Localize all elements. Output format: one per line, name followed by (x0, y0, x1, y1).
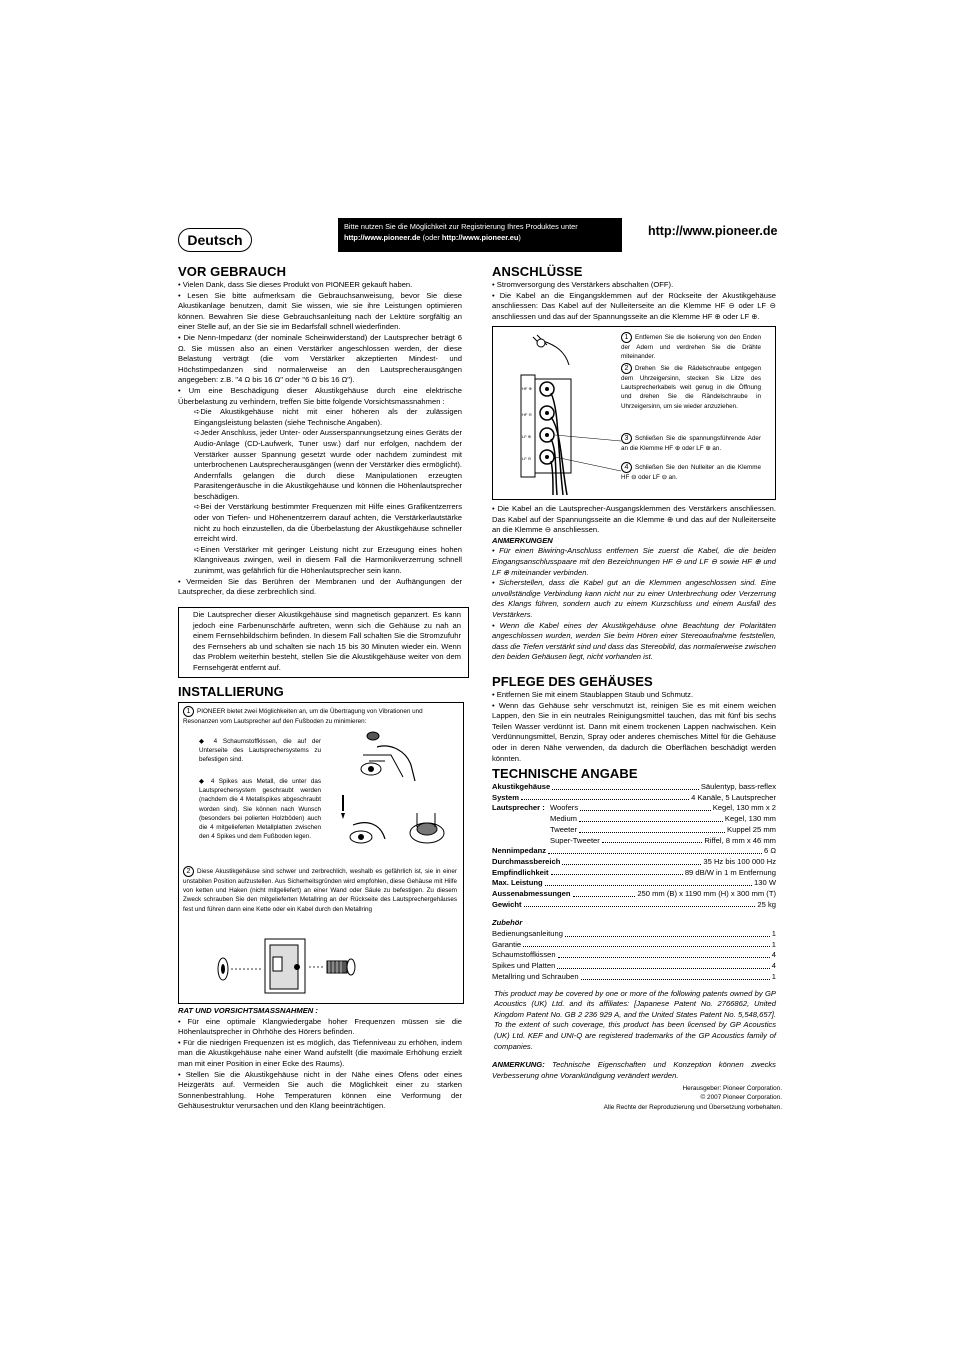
vor-gebrauch-section (178, 264, 462, 598)
zubehoer-value: 4 (771, 961, 776, 971)
spec-subkey: Woofers (550, 803, 579, 813)
spec-row (492, 782, 776, 793)
install-step-2-text: Diese Akustikgehäuse sind schwer und zerbrechlich, weshalb es gefährlich ist, sie in einer unstabilen Position aufzustellen. Aus Sicherheitsgründen wird empfohlen, diese Gehäuse mit Hilfe von ketten und Haken (nicht mitgeliefert) an einer Wand oder Säule zu befestigen. Zu diesem Zweck schrauben Sie den mitgelieferten Metallring an der Rückseite des Lautsprechergehäuses fest und führen dann eine Kette oder ein Kabel durch den Metallring (183, 868, 457, 913)
spec-row (492, 846, 776, 857)
language-label: Deutsch (187, 232, 243, 248)
spec-row (492, 889, 776, 900)
step-number-icon: 1 (621, 332, 632, 343)
spec-value: Kegel, 130 mm (724, 814, 776, 824)
spec-value: 4 Kanäle, 5 Lautsprecher (691, 792, 776, 802)
installierung-title (178, 684, 284, 699)
note-item: • Sicherstellen, dass die Kabel gut an die Klemmen angeschlossen sind. Eine unvollständige Verbindung kann nicht nur zu einer Unterbrechung oder Verzerrung des Klangs führen, sondern auch zu einem Kurzschluss und einem Ausfall des Verstärkers. (492, 578, 776, 619)
paragraph: • Um eine Beschädigung dieser Akustikgehäuse durch eine elektrische Überbelastung zu verhindern, treffen Sie bitte folgende Vorsichtsmassnahmen : (178, 385, 462, 406)
paragraph: • Lesen Sie bitte aufmerksam die Gebrauchsanweisung, bevor Sie diese Akustikanlage benutzen, damit Sie wissen, wie sie ihre Leistungen optimieren können. Bewahren Sie diese Gebrauchsanleitung nach der Lektüre sorgfältig an einer Stelle auf, an der Sie sie im Bedarfsfall schnell wiederfinden. (178, 290, 462, 332)
zubehoer-row (492, 950, 776, 961)
note-item: • Für einen Biwiring-Anschluss entfernen Sie zuerst die Kabel, die die beiden Eingangsanschlusspaare mit den Bezeichnungen HF ⊖ und LF ⊖ sowie HF ⊕ und LF ⊕ miteinander verbinden. (492, 546, 776, 577)
spec-subkey: Tweeter (550, 824, 578, 834)
spec-key: Nennimpedanz (492, 846, 547, 856)
spec-row (492, 878, 776, 889)
note-item: • Wenn die Kabel eines der Akustikgehäuse ohne Beachtung der Polaritäten angeschlossen wurden, werden Sie beim Hören einer Stereoaufnahme feststellen, dass die Tiefen verstärkt sind und dass das Stereobild, das normalerweise zwischen den beiden Gehäusen liegt, nicht vorhanden ist. (492, 620, 776, 662)
sub-paragraph: ➪Die Akustikgehäuse nicht mit einer höheren als der zulässigen Eingangsleistung belasten (siehe Technische Angaben). (194, 407, 462, 427)
anmerkung-label: ANMERKUNG: (492, 1060, 545, 1070)
anschluesse-title: ANSCHLÜSSE (492, 264, 583, 279)
step-number-icon: 1 (183, 706, 194, 717)
spike-illustration (339, 789, 449, 859)
install-step-1-text: PIONEER bietet zwei Möglichkeiten an, um die Übertragung von Vibrationen und Resonanzen vom Lautsprecher auf den Fußboden zu minimieren: (183, 708, 423, 725)
zubehoer-row (492, 940, 776, 951)
wall-ring-illustration (213, 933, 373, 995)
zubehoer-key: Garantie (492, 939, 522, 949)
spec-key: Empfindlichkeit (492, 867, 549, 877)
zubehoer-key: Metallring und Schrauben (492, 971, 579, 981)
spec-value: 25 kg (757, 899, 776, 909)
paragraph: • Die Kabel an die Lautsprecher-Ausgangsklemmen des Verstärkers anschliessen. Das Kabel auf der Spannungsseite an die Klemme ⊕ und das auf der Nulleiterseite an die Klemme ⊖ anschliessen. (492, 504, 776, 535)
option-foam-text: 4 Schaumstoffkissen, die auf der Unterseite des Lautsprechersystems zu befestigen sind. (199, 738, 322, 764)
technik-title: TECHNISCHE ANGABE (492, 766, 638, 781)
language-badge (178, 228, 252, 252)
installation-box (178, 702, 464, 1004)
spec-key: Aussenabmessungen (492, 889, 571, 899)
anmerkung-text: Technische Eigenschaften und Konzeption können zwecks Verbesserung ohne Vorankündigung verändert werden. (492, 1060, 776, 1080)
terminal-label: HF ⊖ (522, 412, 532, 417)
connect-step-3-text: Schließen Sie die spannungsführende Ader an die Klemme HF ⊕ oder LF ⊕ an. (621, 435, 761, 452)
zubehoer-row (492, 972, 776, 983)
registration-link-de[interactable]: http://www.pioneer.de (344, 233, 421, 242)
paragraph: • Die Kabel an die Eingangsklemmen auf der Rückseite der Akustikgehäuse anschliessen: Das Kabel auf der Nulleiterseite an die Klemme HF ⊖ oder LF ⊖ anschliessen und das auf der Spannungsseite an die Klemme HF ⊕ oder LF ⊕. (492, 290, 776, 321)
terminal-label: HF ⊕ (522, 386, 532, 391)
connect-step-2 (621, 363, 761, 411)
spec-value: Kegel, 130 mm x 2 (712, 803, 776, 813)
spec-row (492, 868, 776, 879)
registration-text: Bitte nutzen Sie die Möglichkeit zur Registrierung Ihres Produktes unter (344, 222, 578, 231)
step-number-icon: 4 (621, 462, 632, 473)
pflege-section (492, 674, 776, 764)
registration-banner (338, 218, 622, 252)
publisher-footer (560, 1084, 782, 1112)
sub-paragraph: ➪Jeder Anschluss, jeder Unter- oder Ausserspannungsetzung eines Geräts der Audio-Anlage (CD-Laufwerk, Tuner usw.) darf nur erfolgen, nachdem der Verstärker ausser Spannung gesetzt wurde oder nachdem zumindest mit unterbrochenen Lautsprecherausgängen (wenn der Verstärker dies ermöglicht). Andernfalls gelangen die durch diese Manipulationen erzeugten Parasitengeräusche in die Akustikgehäuse und können die Höhenlautsprecher beschädigen. (194, 428, 462, 501)
step-number-icon: 2 (621, 363, 632, 374)
registration-link-eu[interactable]: http://www.pioneer.eu (441, 233, 519, 242)
terminal-label: LF ⊖ (522, 456, 532, 461)
zubehoer-key: Spikes und Platten (492, 961, 556, 971)
sub-paragraph: ➪Einen Verstärker mit geringer Leistung nicht zur Erzeugung eines hohen Klangniveaus zwingen, weil in diesem Fall die Harmonikverzerrung schnell zunimmt, was gefährlich für die Höhenlautsprecher sein kann. (194, 544, 462, 576)
option-foam: ◆ 4 Schaumstoffkissen, die auf der Unterseite des Lautsprechersystems zu befestigen sind. (199, 738, 322, 764)
anschluesse-notes (492, 504, 776, 663)
spec-subkey: Medium (550, 814, 578, 824)
spec-key: Lautsprecher : (492, 803, 545, 813)
spec-row (492, 836, 776, 847)
spec-key: Max. Leistung (492, 878, 543, 888)
zubehoer-value: 1 (771, 971, 776, 981)
spec-row (492, 814, 776, 825)
paragraph: • Vermeiden Sie das Berühren der Membranen und der Aufhängungen der Lautsprecher, da diese zerbrechlich sind. (178, 576, 462, 597)
foam-pad-illustration (351, 725, 423, 787)
spec-subkey: Super-Tweeter (550, 835, 600, 845)
spec-value: 130 W (754, 878, 776, 888)
footer-line: Alle Rechte der Reproduzierung und Übersetzung vorbehalten. (603, 1103, 782, 1111)
step-number-icon: 2 (183, 866, 194, 877)
spec-value: 35 Hz bis 100 000 Hz (703, 856, 776, 866)
zubehoer-key: Schaumstoffkissen (492, 950, 556, 960)
zubehoer-value: 1 (771, 939, 776, 949)
tips-section (178, 1006, 462, 1112)
spec-value: Riffel, 8 mm x 46 mm (704, 835, 776, 845)
tip-item: • Stellen Sie die Akustikgehäuse nicht in der Nähe eines Ofens oder eines Heizgeräts auf. Vermeiden Sie auch die Möglichkeit einer zu starken Sonnenbestrahlung. Hohe Temperaturen können eine Verformung der Gehäusestruktur verursachen und den Klang beeinträchtigen. (178, 1069, 462, 1111)
spec-key: Durchmassbereich (492, 856, 561, 866)
pflege-title: PFLEGE DES GEHÄUSES (492, 674, 653, 689)
spec-row (492, 857, 776, 868)
connect-step-4 (621, 462, 761, 482)
install-step-2 (183, 866, 457, 914)
tip-item: • Für die niedrigen Frequenzen ist es möglich, das Tiefenniveau zu erhöhen, indem man die Akustikgehäuse nahe einer Wand aufstellt (die maximale Erhöhung erzielt man mit einer Position in einer Ecke des Raums). (178, 1037, 462, 1068)
connect-step-1-text: Entfernen Sie die Isolierung von den Enden der Adern und verdrehen Sie die Drähte miteinander. (621, 334, 761, 361)
paragraph: • Die Nenn-Impedanz (der nominale Scheinwiderstand) der Lautsprecher beträgt 6 Ω. Sie müssen also an einen Verstärker angeschlossen werden, der diese Belastung verträgt (die vom Verstärker akzeptierten Mindest- und Höchstimpedanzen sind normalerweise an den Lautsprecherausgängen angegeben: z.B. "4 Ω bis 16 Ω" oder "6 Ω bis 16 Ω"). (178, 332, 462, 385)
installierung-heading: INSTALLIERUNG (178, 684, 284, 699)
connect-step-3 (621, 433, 761, 453)
spec-value: 250 mm (B) x 1190 mm (H) x 300 mm (T) (637, 889, 776, 899)
spec-row (492, 900, 776, 911)
patent-notice: This product may be covered by one or more of the following patents owned by GP Acoustics (UK) Ltd. and its affiliates: [Japanese Patent No. 2766862, United Kingdom Patent No. GB 2 236 929 A, and the United States Patent No. 5,548,657]. To the extent of such coverage, this product has been licensed by GP Acoustics (UK) Ltd. KEF and UNI-Q are registered trademarks of the GP Acoustics family of companies. (494, 988, 776, 1051)
connect-step-4-text: Schließen Sie den Nulleiter an die Klemme HF ⊖ oder LF ⊖ an. (621, 464, 761, 481)
spec-key: System (492, 792, 520, 802)
magnet-warning-text: Die Lautsprecher dieser Akustikgehäuse sind magnetisch gepanzert. Es kann jedoch eine Farbenunschärfe auftreten, wenn sich die Gehäuse zu nah an einem Fernsehbildschirm befinden. In diesem Fall schalten Sie die Stromzufuhr des Fernsehers ab und schalten sie nach 15 bis 30 Minuten wieder ein. Wenn das Problem weiterhin besteht, stellen Sie die Akustikgehäuse weiter von dem Fernsehgerät entfernt auf. (193, 610, 461, 672)
connection-diagram-box (492, 326, 776, 500)
vor-gebrauch-title: VOR GEBRAUCH (178, 264, 287, 279)
technik-section (492, 766, 776, 1081)
zubehoer-value: 1 (771, 929, 776, 939)
footer-line: Herausgeber: Pioneer Corporation. (682, 1085, 782, 1092)
terminal-label: LF ⊕ (522, 434, 532, 439)
paragraph: • Wenn das Gehäuse sehr verschmutzt ist, reinigen Sie es mit einem weichen Lappen, den Sie in ein neutrales Reinigungsmittel tauchen, das mit fünf bis sechs Teilen Wasser verdünnt ist. Dann mit einem trockenen Lappen nachwischen. Kein Verdünnungsmittel, Benzin, Spray oder anderes chemisches Mittel für die Gehäuse oder in deren Nähe verwenden, da dadurch die Oberflächen beschädigt werden könnten. (492, 700, 776, 763)
spec-row (492, 803, 776, 814)
step-number-icon: 3 (621, 433, 632, 444)
zubehoer-row (492, 929, 776, 940)
site-url[interactable]: http://www.pioneer.de (648, 224, 778, 238)
spec-row (492, 825, 776, 836)
spec-key: Akustikgehäuse (492, 782, 551, 791)
install-step-1 (183, 706, 453, 726)
paragraph: • Entfernen Sie mit einem Staublappen Staub und Schmutz. (492, 690, 694, 699)
footer-line: © 2007 Pioneer Corporation. (700, 1094, 782, 1102)
spec-key: Gewicht (492, 899, 522, 909)
option-spikes: ◆ 4 Spikes aus Metall, die unter das Lautsprechersystem geschraubt werden (nachdem die 4 Metallspikes abgeschraubt worden sind). Sie können nach Wunsch (besonders bei polierten Holzböden) auch die 4 mitgelieferten Metallplatten zwischen den 4 Spikes und dem Fußboden legen. (199, 778, 322, 841)
sub-paragraph: ➪Bei der Verstärkung bestimmter Frequenzen mit Hilfe eines Grafikentzerrers oder von Tiefen- und Höhenentzerrern darauf achten, die Verstärkerlautstärke nicht zu hoch einzustellen, da die Überbelastung der Akustikgehäuse schneller erreicht wird. (194, 502, 462, 544)
zubehoer-key: Bedienungsanleitung (492, 929, 563, 939)
zubehoer-title: Zubehör (492, 918, 523, 928)
terminal-diagram (513, 331, 623, 495)
paragraph: • Stromversorgung des Verstärkers abschalten (OFF). (492, 280, 674, 289)
option-spikes-text: 4 Spikes aus Metall, die unter das Lautsprechersystem geschraubt werden (nachdem die 4 Metallspikes abgeschraubt worden sind). Sie können nach Wunsch (besonders bei polierten Holzböden) auch die 4 mitgelieferten Metallplatten zwischen den 4 Spikes und dem Fußboden legen. (199, 778, 322, 841)
paragraph: • Vielen Dank, dass Sie dieses Produkt von PIONEER gekauft haben. (178, 280, 413, 289)
registration-or: (oder (422, 233, 440, 242)
connect-step-1 (621, 332, 761, 361)
magnet-warning-box (178, 607, 469, 678)
spec-value: 89 dB/W in 1 m Entfernung (684, 867, 776, 877)
spec-value: Kuppel 25 mm (727, 824, 776, 834)
zubehoer-value: 4 (771, 950, 776, 960)
anschluesse-section (492, 264, 776, 322)
spec-row (492, 793, 776, 804)
anmerkung (492, 1060, 776, 1081)
tips-title: RAT UND VORSICHTSMASSNAHMEN : (178, 1006, 318, 1015)
spec-value: Säulentyp, bass-reflex (700, 782, 776, 791)
tip-item: • Für eine optimale Klangwiedergabe hoher Frequenzen müssen sie die Höhenlautsprecher in Ohrhöhe des Hörers befinden. (178, 1016, 462, 1037)
connect-step-2-text: Drehen Sie die Rädelschraube entgegen dem Uhrzeigersinn, stecken Sie Litze des Lautsprecherkabels weit genug in die Öffnung und drehen Sie die Rändelschraube in Uhrzeigersinn, um sie wieder anzuziehen. (621, 365, 761, 410)
registration-close: ) (518, 233, 521, 242)
zubehoer-row (492, 961, 776, 972)
notes-title: ANMERKUNGEN (492, 535, 553, 545)
spec-value: 6 Ω (763, 846, 776, 856)
